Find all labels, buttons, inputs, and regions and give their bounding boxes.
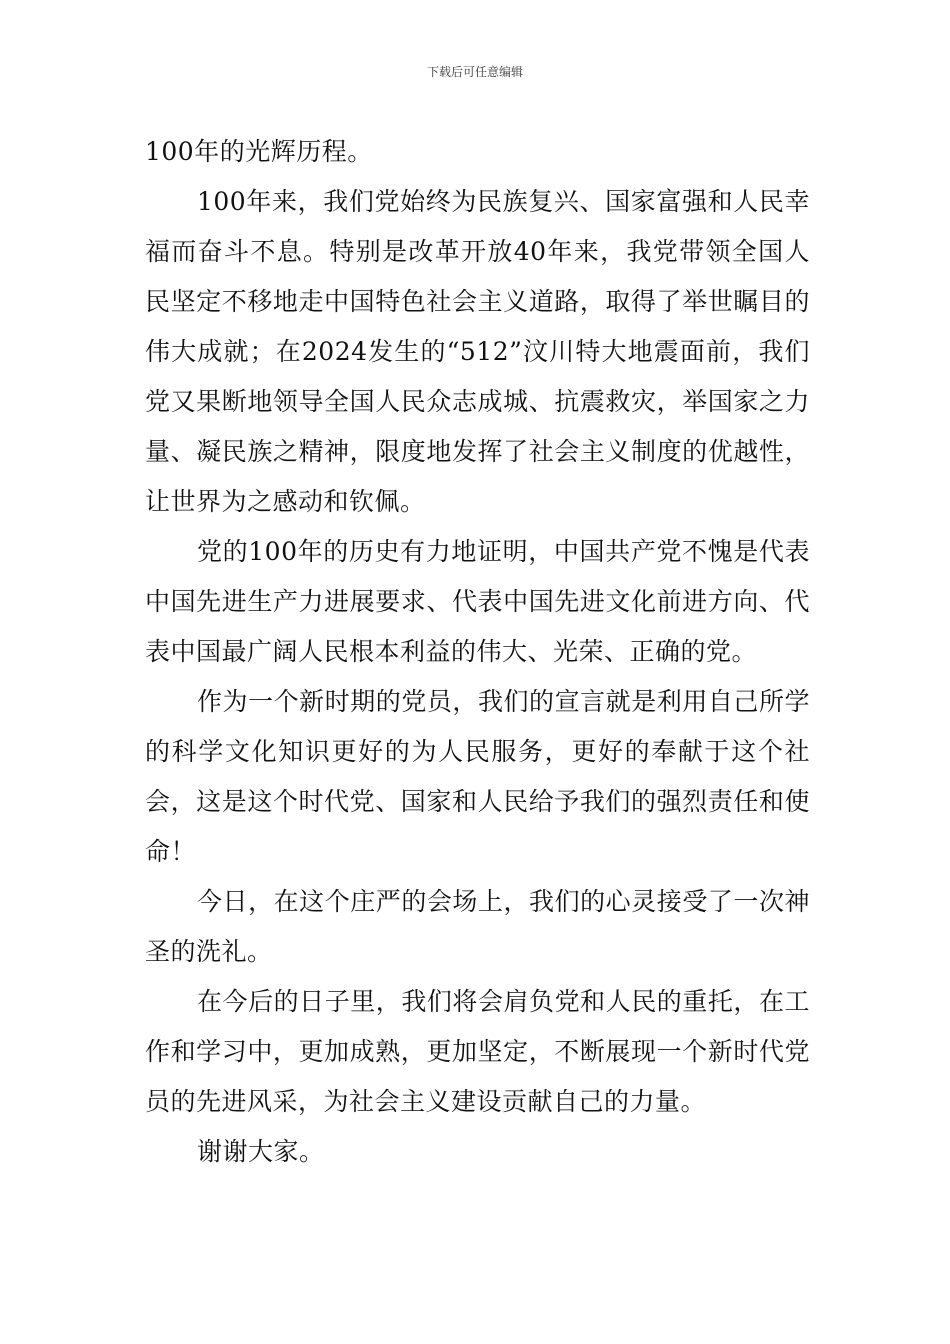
paragraph-declaration: 作为一个新时期的党员，我们的宣言就是利用自己所学的科学文化知识更好的为人民服务，更好的奉献于这个社会，这是这个时代党、国家和人民给予我们的强烈责任和使命！ <box>145 687 810 866</box>
paragraph-ceremony: 今日，在这个庄严的会场上，我们的心灵接受了一次神圣的洗礼。 <box>145 887 810 966</box>
paragraph-history: 100年来，我们党始终为民族复兴、国家富强和人民幸福而奋斗不息。特别是改革开放40年来，我党带领全国人民坚定不移地走中国特色社会主义道路，取得了举世瞩目的伟大成就；在2024发生的“512”汶川特大地震面前，我们党又果断地领导全国人民众志成城、抗震救灾，举国家之力量、凝民族之精神，限度地发挥了社会主义制度的优越性，让世界为之感动和钦佩。 <box>145 187 810 516</box>
document-body <box>145 127 810 1177</box>
paragraph-continuation: 100年的光辉历程。 <box>145 137 373 166</box>
paragraph-future: 在今后的日子里，我们将会肩负党和人民的重托，在工作和学习中，更加成熟，更加坚定，不断展现一个新时代党员的先进风采，为社会主义建设贡献自己的力量。 <box>145 987 810 1116</box>
page-header: 下载后可任意编辑 <box>426 65 523 79</box>
paragraph-party-proof: 党的100年的历史有力地证明，中国共产党不愧是代表中国先进生产力进展要求、代表中国先进文化前进方向、代表中国最广阔人民根本利益的伟大、光荣、正确的党。 <box>145 537 810 666</box>
paragraph-thanks: 谢谢大家。 <box>197 1137 325 1166</box>
